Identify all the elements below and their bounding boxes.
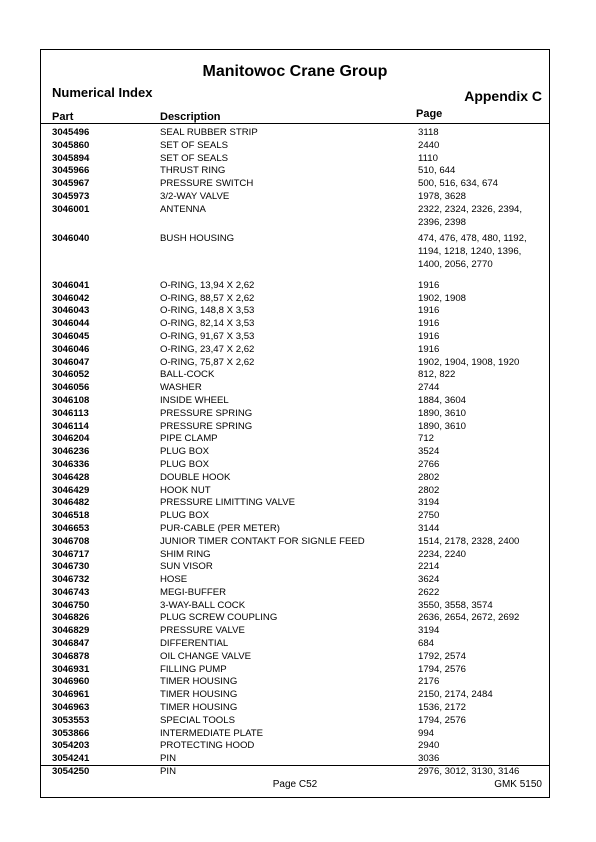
- page-references: 2234, 2240: [418, 548, 467, 560]
- part-description: 3/2-WAY VALVE: [160, 190, 230, 202]
- part-description: O-RING, 82,14 X 3,53: [160, 318, 255, 330]
- part-number: 3046236: [52, 446, 90, 458]
- part-description: PIPE CLAMP: [160, 433, 218, 445]
- page-references: 1890, 3610: [418, 420, 467, 432]
- table-row: [41, 408, 549, 421]
- page-references: 1792, 2574: [418, 650, 467, 662]
- part-number: 3046482: [52, 497, 90, 509]
- part-number: 3046653: [52, 522, 90, 534]
- part-description: O-RING, 91,67 X 3,53: [160, 330, 255, 342]
- table-row: [41, 702, 549, 715]
- part-number: 3046518: [52, 510, 90, 522]
- part-description: O-RING, 148,8 X 3,53: [160, 305, 255, 317]
- part-description: MEGI-BUFFER: [160, 586, 227, 598]
- part-number: 3045496: [52, 127, 90, 138]
- part-description: HOSE: [160, 574, 188, 586]
- table-row: [41, 233, 549, 279]
- part-number: 3046114: [52, 420, 89, 432]
- page-references: 2750: [418, 510, 440, 522]
- part-number: 3046056: [52, 382, 90, 394]
- table-row: [41, 536, 549, 549]
- part-description: TIMER HOUSING: [160, 676, 238, 688]
- part-number: 3046717: [52, 548, 90, 560]
- part-description: O-RING, 75,87 X 2,62: [160, 356, 255, 368]
- part-number: 3045894: [52, 152, 90, 164]
- part-description: PRESSURE SWITCH: [160, 178, 254, 190]
- table-row: [41, 331, 549, 344]
- page-references: 3624: [418, 574, 440, 586]
- document-title: Manitowoc Crane Group: [202, 63, 388, 80]
- table-row: [41, 638, 549, 651]
- part-number: 3046204: [52, 433, 90, 445]
- table-row: [41, 318, 549, 331]
- part-number: 3046963: [52, 702, 90, 714]
- page-references: 712: [418, 433, 435, 445]
- part-description: PRESSURE VALVE: [160, 625, 245, 637]
- page-references: 3194: [418, 625, 440, 637]
- column-header-part: Part: [52, 111, 74, 123]
- table-row: [41, 369, 549, 382]
- header-divider: [41, 123, 549, 124]
- index-table: [41, 127, 549, 779]
- part-number: 3046041: [52, 279, 90, 291]
- part-description: SEAL RUBBER STRIP: [160, 127, 258, 138]
- part-description: HOOK NUT: [160, 484, 211, 496]
- part-description: INTERMEDIATE PLATE: [160, 727, 264, 739]
- page-references: 1110: [418, 152, 438, 164]
- page-references: 2802: [418, 484, 440, 496]
- table-row: [41, 382, 549, 395]
- table-row: [41, 549, 549, 562]
- table-row: [41, 395, 549, 408]
- part-number: 3046826: [52, 612, 90, 624]
- part-description: BALL-COCK: [160, 369, 215, 381]
- page-references: 1916: [418, 318, 440, 330]
- page-number: Page C52: [272, 779, 318, 790]
- page-references: 1916: [418, 305, 440, 317]
- part-description: PRESSURE LIMITTING VALVE: [160, 497, 296, 509]
- part-number: 3046044: [52, 318, 90, 330]
- page-references: 3118: [418, 127, 439, 138]
- page-references: 1902, 1908: [418, 292, 467, 304]
- part-description: PRESSURE SPRING: [160, 407, 253, 419]
- model-label: GMK 5150: [494, 779, 542, 790]
- part-number: 3045967: [52, 178, 90, 190]
- part-description: PLUG SCREW COUPLING: [160, 612, 278, 624]
- table-row: [41, 689, 549, 702]
- table-row: [41, 651, 549, 664]
- part-description: SET OF SEALS: [160, 139, 229, 151]
- part-description: TIMER HOUSING: [160, 702, 238, 714]
- part-number: 3045973: [52, 190, 90, 202]
- part-description: PLUG BOX: [160, 458, 210, 470]
- part-number: 3046040: [52, 233, 90, 245]
- table-row: [41, 472, 549, 485]
- page-references: 2744: [418, 382, 440, 394]
- table-row: [41, 140, 549, 153]
- part-number: 3046878: [52, 650, 90, 662]
- table-row: [41, 153, 549, 166]
- table-row: [41, 497, 549, 510]
- page-references: 3524: [418, 446, 440, 458]
- part-number: 3046960: [52, 676, 90, 688]
- part-description: ANTENNA: [160, 203, 206, 215]
- appendix-label: Appendix C: [464, 88, 542, 104]
- part-description: JUNIOR TIMER CONTAKT FOR SIGNLE FEED: [160, 535, 365, 547]
- table-row: [41, 127, 549, 140]
- part-description: PROTECTING HOOD: [160, 740, 255, 752]
- table-row: [41, 740, 549, 753]
- part-description: DIFFERENTIAL: [160, 638, 229, 650]
- page-references: 684: [418, 638, 435, 650]
- table-row: [41, 344, 549, 357]
- part-description: FILLING PUMP: [160, 663, 227, 675]
- table-row: [41, 280, 549, 293]
- part-description: PIN: [160, 766, 176, 778]
- table-row: [41, 766, 549, 779]
- part-description: SHIM RING: [160, 548, 211, 560]
- part-description: PLUG BOX: [160, 446, 210, 458]
- page-references: 2440: [418, 139, 440, 151]
- page-references: 1978, 3628: [418, 190, 467, 202]
- page-references: 1884, 3604: [418, 394, 467, 406]
- part-description: PUR-CABLE (PER METER): [160, 522, 280, 534]
- part-number: 3054203: [52, 740, 90, 752]
- part-description: PRESSURE SPRING: [160, 420, 253, 432]
- page-references: 1794, 2576: [418, 663, 467, 675]
- part-description: TIMER HOUSING: [160, 689, 238, 701]
- part-description: O-RING, 13,94 X 2,62: [160, 279, 255, 291]
- page-references: 3036: [418, 753, 440, 765]
- page-references: 812, 822: [418, 369, 456, 381]
- part-number: 3046052: [52, 369, 90, 381]
- page-references: 2176: [418, 676, 440, 688]
- part-number: 3046730: [52, 561, 90, 573]
- part-description: O-RING, 88,57 X 2,62: [160, 292, 255, 304]
- part-description: OIL CHANGE VALVE: [160, 650, 251, 662]
- part-description: THRUST RING: [160, 165, 226, 177]
- page-references: 2940: [418, 740, 440, 752]
- part-number: 3046043: [52, 305, 90, 317]
- table-row: [41, 305, 549, 318]
- part-description: PLUG BOX: [160, 510, 210, 522]
- part-number: 3046732: [52, 574, 90, 586]
- page-references: 1916: [418, 330, 440, 342]
- page-references: 2636, 2654, 2672, 2692: [418, 612, 520, 624]
- page-references: 474, 476, 478, 480, 1192, 1194, 1218, 1240, 1396, 1400, 2056, 2770: [418, 233, 527, 270]
- page-references: 2802: [418, 471, 440, 483]
- part-number: 3054250: [52, 766, 90, 778]
- part-number: 3045966: [52, 165, 90, 177]
- part-number: 3046961: [52, 689, 90, 701]
- table-row: [41, 715, 549, 728]
- table-row: [41, 204, 549, 234]
- part-number: 3046113: [52, 407, 89, 419]
- part-number: 3046042: [52, 292, 90, 304]
- part-number: 3046931: [52, 663, 90, 675]
- part-description: DOUBLE HOOK: [160, 471, 231, 483]
- table-row: [41, 485, 549, 498]
- part-number: 3046001: [52, 203, 90, 215]
- page-references: 3550, 3558, 3574: [418, 599, 493, 611]
- table-row: [41, 191, 549, 204]
- table-row: [41, 523, 549, 536]
- table-row: [41, 165, 549, 178]
- page-references: 500, 516, 634, 674: [418, 178, 499, 190]
- footer-divider: [41, 765, 549, 766]
- part-number: 3046047: [52, 356, 90, 368]
- part-number: 3045860: [52, 139, 90, 151]
- part-description: SUN VISOR: [160, 561, 213, 573]
- table-row: [41, 459, 549, 472]
- table-row: [41, 293, 549, 306]
- page-references: 2214: [418, 561, 440, 573]
- table-row: [41, 433, 549, 446]
- page-references: 994: [418, 727, 435, 739]
- page-references: 2622: [418, 586, 440, 598]
- column-header-description: Description: [160, 111, 221, 123]
- part-number: 3046743: [52, 586, 90, 598]
- page-references: 2766: [418, 458, 440, 470]
- page-references: 2150, 2174, 2484: [418, 689, 493, 701]
- page-references: 1916: [418, 343, 440, 355]
- page-references: 1916: [418, 279, 440, 291]
- page-references: 2322, 2324, 2326, 2394, 2396, 2398: [418, 203, 523, 228]
- table-row: [41, 676, 549, 689]
- table-row: [41, 587, 549, 600]
- table-row: [41, 728, 549, 741]
- part-description: BUSH HOUSING: [160, 233, 235, 245]
- part-description: 3-WAY-BALL COCK: [160, 599, 246, 611]
- section-title: Numerical Index: [52, 85, 153, 100]
- table-row: [41, 357, 549, 370]
- page-references: 2976, 3012, 3130, 3146: [418, 766, 520, 778]
- table-row: [41, 178, 549, 191]
- part-number: 3054241: [52, 753, 90, 765]
- table-row: [41, 664, 549, 677]
- column-header-page: Page: [416, 108, 443, 120]
- table-row: [41, 625, 549, 638]
- page-frame: [40, 49, 550, 798]
- part-number: 3046046: [52, 343, 90, 355]
- part-number: 3046829: [52, 625, 90, 637]
- part-number: 3046429: [52, 484, 90, 496]
- part-number: 3053553: [52, 714, 90, 726]
- table-row: [41, 574, 549, 587]
- page-references: 3194: [418, 497, 440, 509]
- page-references: 1890, 3610: [418, 407, 467, 419]
- table-row: [41, 421, 549, 434]
- part-description: INSIDE WHEEL: [160, 394, 229, 406]
- page-references: 1536, 2172: [418, 702, 467, 714]
- table-row: [41, 446, 549, 459]
- part-number: 3046708: [52, 535, 90, 547]
- page-references: 1514, 2178, 2328, 2400: [418, 535, 520, 547]
- page-references: 510, 644: [418, 165, 456, 177]
- part-description: O-RING, 23,47 X 2,62: [160, 343, 255, 355]
- part-number: 3053866: [52, 727, 90, 739]
- part-description: SPECIAL TOOLS: [160, 714, 236, 726]
- page-references: 3144: [418, 522, 440, 534]
- table-row: [41, 612, 549, 625]
- part-number: 3046108: [52, 394, 90, 406]
- part-description: PIN: [160, 753, 176, 765]
- table-row: [41, 510, 549, 523]
- table-row: [41, 561, 549, 574]
- part-description: WASHER: [160, 382, 202, 394]
- part-number: 3046847: [52, 638, 90, 650]
- part-number: 3046428: [52, 471, 90, 483]
- part-number: 3046336: [52, 458, 90, 470]
- table-row: [41, 600, 549, 613]
- part-description: SET OF SEALS: [160, 152, 229, 164]
- page-references: 1794, 2576: [418, 714, 467, 726]
- part-number: 3046045: [52, 330, 90, 342]
- page-references: 1902, 1904, 1908, 1920: [418, 356, 520, 368]
- part-number: 3046750: [52, 599, 90, 611]
